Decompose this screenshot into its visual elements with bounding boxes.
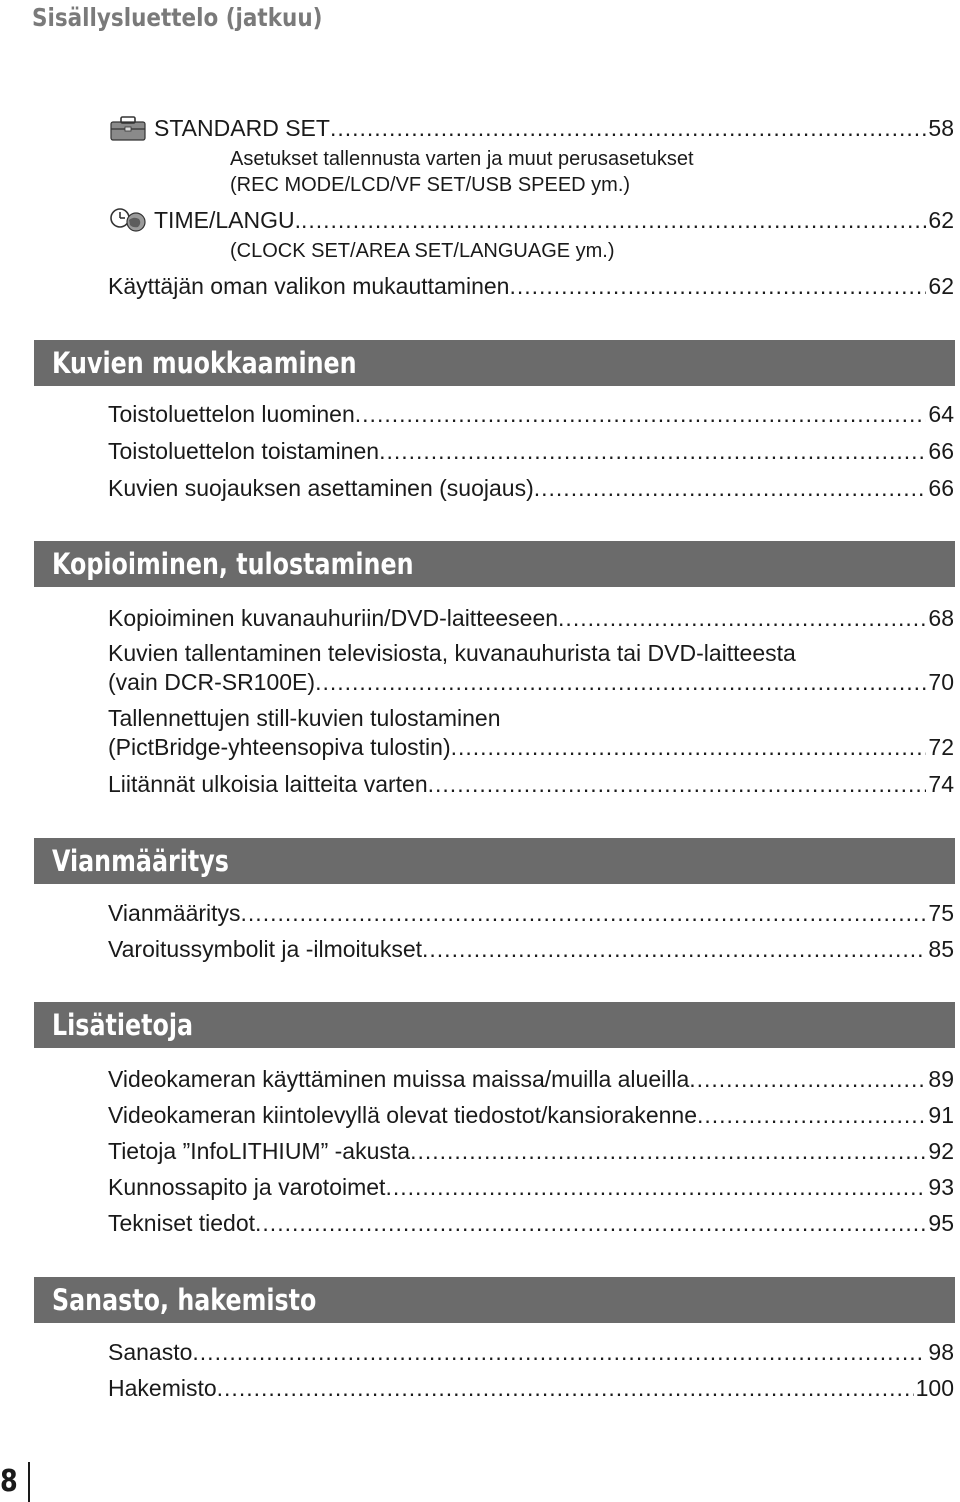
- toc-page-number: 64: [928, 401, 954, 427]
- toc-description: (REC MODE/LCD/VF SET/USB SPEED ym.): [230, 174, 631, 196]
- toc-entry[interactable]: [108, 931, 954, 967]
- toc-page-number: 66: [928, 475, 954, 501]
- toc-entry[interactable]: [108, 1370, 954, 1406]
- toc-label: Toistoluettelon luominen: [108, 401, 355, 427]
- leader-dots: [355, 396, 927, 432]
- toc-description: (CLOCK SET/AREA SET/LANGUAGE ym.): [230, 240, 615, 262]
- toc-label: TIME/LANGU.: [154, 207, 301, 233]
- leader-dots: [330, 110, 926, 146]
- leader-dots: [451, 729, 927, 765]
- toc-label: Videokameran kiintolevyllä olevat tiedostot/kansiorakenne: [108, 1102, 697, 1128]
- leader-dots: [315, 664, 926, 700]
- toc-label: Toistoluettelon toistaminen: [108, 438, 380, 464]
- toc-label: Hakemisto: [108, 1375, 217, 1401]
- leader-dots: [217, 1370, 914, 1406]
- leader-dots: [509, 268, 926, 304]
- toc-page-number: 89: [928, 1066, 954, 1092]
- toc-label: Tekniset tiedot: [108, 1210, 256, 1236]
- toc-page-number: 62: [928, 273, 954, 299]
- toc-entry[interactable]: [108, 1061, 954, 1097]
- toc-entry[interactable]: [108, 1097, 954, 1133]
- leader-dots: [301, 202, 926, 238]
- toc-entry[interactable]: [108, 1205, 954, 1241]
- toc-page-number: 58: [928, 115, 954, 141]
- section-header: [34, 1277, 955, 1323]
- section-header: [34, 541, 955, 587]
- toc-label: Kunnossapito ja varotoimet: [108, 1174, 386, 1200]
- toc-entry[interactable]: [108, 895, 954, 931]
- toc-entry-time-langu[interactable]: [108, 202, 954, 238]
- section-header: [34, 1002, 955, 1048]
- toc-entry[interactable]: [108, 664, 954, 700]
- toc-page-number: 92: [928, 1138, 954, 1164]
- toc-label: Liitännät ulkoisia laitteita varten: [108, 771, 428, 797]
- toc-label-line: Tallennettujen still-kuvien tulostaminen: [108, 705, 501, 731]
- toc-label: Käyttäjän oman valikon mukauttaminen: [108, 273, 510, 299]
- toc-entry[interactable]: [108, 470, 954, 506]
- toc-entry[interactable]: [108, 729, 954, 765]
- leader-dots: [428, 766, 927, 802]
- toc-entry-standard-set[interactable]: [108, 110, 954, 146]
- section-header: [34, 838, 955, 884]
- toolbox-icon: [108, 114, 148, 142]
- toc-page-number: 72: [928, 734, 954, 760]
- toc-page-number: 66: [928, 438, 954, 464]
- toc-label: (PictBridge-yhteensopiva tulostin): [108, 734, 451, 760]
- toc-page-number: 70: [928, 669, 954, 695]
- toc-entry[interactable]: [108, 1133, 954, 1169]
- toc-page-number: 91: [928, 1102, 954, 1128]
- leader-dots: [689, 1061, 926, 1097]
- toc-page-number: 95: [928, 1210, 954, 1236]
- leader-dots: [534, 470, 927, 506]
- toc-page-number: 68: [928, 605, 954, 631]
- toc-label: Vianmääritys: [108, 900, 241, 926]
- toc-entry[interactable]: [108, 766, 954, 802]
- section-title: Sanasto, hakemisto: [52, 1283, 317, 1317]
- toc-entry[interactable]: [108, 433, 954, 469]
- toc-description: Asetukset tallennusta varten ja muut perusasetukset: [230, 148, 694, 170]
- section-title: Lisätietoja: [52, 1008, 194, 1042]
- leader-dots: [410, 1133, 926, 1169]
- toc-page-number: 62: [928, 207, 954, 233]
- leader-dots: [241, 895, 927, 931]
- section-title: Vianmääritys: [52, 844, 229, 878]
- toc-entry[interactable]: [108, 396, 954, 432]
- leader-dots: [558, 600, 926, 636]
- section-header: [34, 340, 955, 386]
- toc-page-number: 85: [928, 936, 954, 962]
- leader-dots: [697, 1097, 926, 1133]
- clock-globe-icon: [108, 206, 148, 234]
- toc-page-number: 75: [928, 900, 954, 926]
- leader-dots: [422, 931, 926, 967]
- leader-dots: [385, 1169, 926, 1205]
- toc-entry[interactable]: [108, 1334, 954, 1370]
- toc-entry[interactable]: [108, 1169, 954, 1205]
- page-number: 8: [0, 1464, 18, 1499]
- toc-label: (vain DCR-SR100E): [108, 669, 316, 695]
- toc-label: Videokameran käyttäminen muissa maissa/muilla alueilla: [108, 1066, 690, 1092]
- page-title: Sisällysluettelo (jatkuu): [32, 3, 323, 32]
- section-title: Kopioiminen, tulostaminen: [52, 547, 414, 581]
- leader-dots: [192, 1334, 926, 1370]
- toc-label: Sanasto: [108, 1339, 193, 1365]
- leader-dots: [255, 1205, 926, 1241]
- toc-entry[interactable]: [108, 268, 954, 304]
- toc-label-line: Kuvien tallentaminen televisiosta, kuvanauhurista tai DVD-laitteesta: [108, 640, 796, 666]
- page-edge-line: [28, 1462, 30, 1502]
- toc-label: Tietoja ”InfoLITHIUM” -akusta: [108, 1138, 411, 1164]
- toc-page-number: 98: [928, 1339, 954, 1365]
- toc-page-number: 74: [928, 771, 954, 797]
- toc-page-number: 93: [928, 1174, 954, 1200]
- toc-page-number: 100: [915, 1375, 954, 1401]
- toc-entry[interactable]: [108, 600, 954, 636]
- toc-label: STANDARD SET: [154, 115, 330, 141]
- leader-dots: [379, 433, 926, 469]
- toc-label: Kuvien suojauksen asettaminen (suojaus): [108, 475, 534, 501]
- section-title: Kuvien muokkaaminen: [52, 346, 357, 380]
- toc-label: Kopioiminen kuvanauhuriin/DVD-laitteeseen: [108, 605, 559, 631]
- toc-label: Varoitussymbolit ja -ilmoitukset: [108, 936, 423, 962]
